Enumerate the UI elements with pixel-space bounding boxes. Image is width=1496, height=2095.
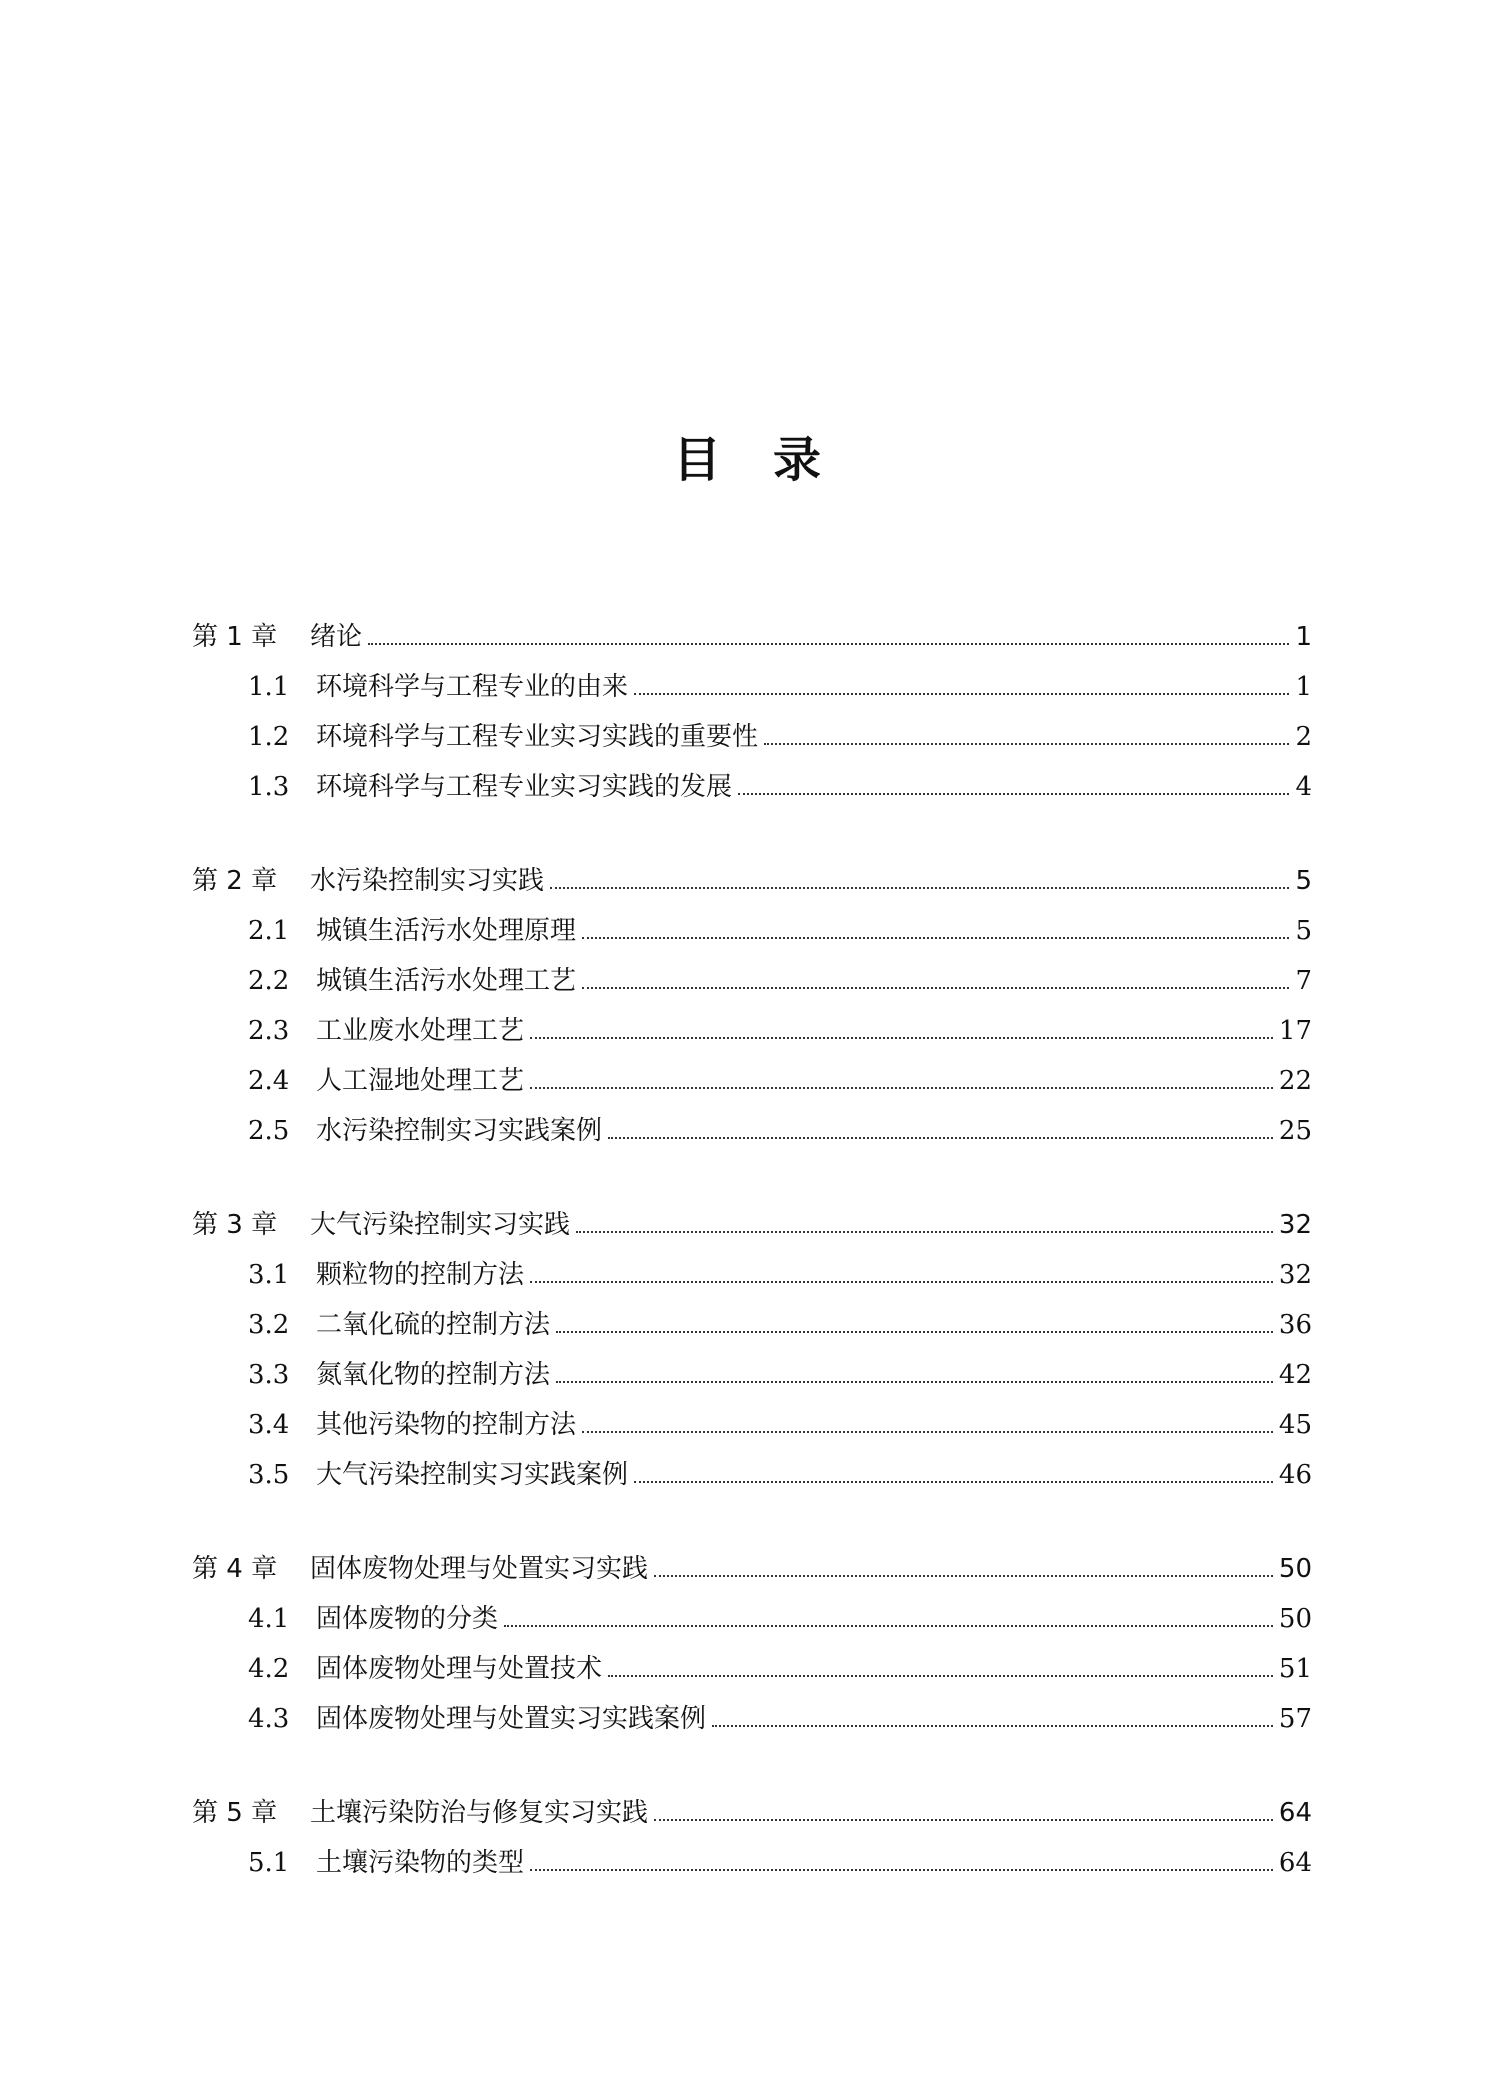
section-number: 2.3 [248, 1016, 290, 1046]
toc-section-row[interactable] [192, 1838, 1312, 1888]
chapter-2 [192, 856, 1312, 1156]
toc-chapter-row[interactable] [192, 612, 1312, 662]
page-number: 25 [1278, 1116, 1312, 1146]
page-number: 32 [1278, 1210, 1312, 1240]
dot-leader [576, 1231, 1273, 1233]
page-number: 1 [1295, 672, 1312, 702]
page-number: 46 [1278, 1460, 1312, 1490]
section-title: 大气污染控制实习实践案例 [316, 1460, 629, 1490]
chapter-3 [192, 1200, 1312, 1500]
chapter-label: 第 2 章 [192, 866, 278, 896]
toc-section-row[interactable] [192, 1594, 1312, 1644]
toc-section-row[interactable] [192, 712, 1312, 762]
section-title: 城镇生活污水处理工艺 [316, 966, 577, 996]
chapter-label: 第 1 章 [192, 622, 278, 652]
section-number: 4.2 [248, 1654, 290, 1684]
page-number: 7 [1295, 966, 1312, 996]
page-number: 57 [1278, 1704, 1312, 1734]
toc-chapter-row[interactable] [192, 1200, 1312, 1250]
dot-leader [504, 1625, 1273, 1627]
section-number: 3.1 [248, 1260, 290, 1290]
section-title: 固体废物处理与处置技术 [316, 1654, 603, 1684]
dot-leader [530, 1037, 1273, 1039]
toc-chapter-row[interactable] [192, 856, 1312, 906]
toc-section-row[interactable] [192, 1056, 1312, 1106]
page-number: 45 [1278, 1410, 1312, 1440]
dot-leader [608, 1675, 1273, 1677]
toc-section-row[interactable] [192, 1350, 1312, 1400]
section-title: 环境科学与工程专业的由来 [316, 672, 629, 702]
section-title: 二氧化硫的控制方法 [316, 1310, 551, 1340]
section-number: 2.1 [248, 916, 290, 946]
chapter-label: 第 5 章 [192, 1798, 278, 1828]
section-number: 1.3 [248, 772, 290, 802]
section-title: 土壤污染物的类型 [316, 1848, 525, 1878]
dot-leader [764, 743, 1289, 745]
toc-section-row[interactable] [192, 662, 1312, 712]
section-number: 2.5 [248, 1116, 290, 1146]
page-number: 64 [1278, 1798, 1312, 1828]
toc-section-row[interactable] [192, 956, 1312, 1006]
chapter-1 [192, 612, 1312, 812]
page-number: 5 [1295, 916, 1312, 946]
section-title: 人工湿地处理工艺 [316, 1066, 525, 1096]
section-title: 城镇生活污水处理原理 [316, 916, 577, 946]
page-number: 2 [1295, 722, 1312, 752]
page-title: 目 录 [672, 432, 823, 488]
page-number: 22 [1278, 1066, 1312, 1096]
section-number: 2.2 [248, 966, 290, 996]
page-number: 1 [1295, 622, 1312, 652]
chapter-title: 固体废物处理与处置实习实践 [310, 1554, 649, 1584]
page-number: 32 [1278, 1260, 1312, 1290]
section-number: 1.2 [248, 722, 290, 752]
chapter-title: 土壤污染防治与修复实习实践 [310, 1798, 649, 1828]
toc-section-row[interactable] [192, 1250, 1312, 1300]
chapter-label: 第 4 章 [192, 1554, 278, 1584]
dot-leader [654, 1575, 1273, 1577]
dot-leader [582, 1431, 1273, 1433]
section-number: 4.3 [248, 1704, 290, 1734]
section-title: 环境科学与工程专业实习实践的重要性 [316, 722, 759, 752]
dot-leader [738, 793, 1289, 795]
dot-leader [530, 1869, 1273, 1871]
dot-leader [654, 1819, 1273, 1821]
chapter-4 [192, 1544, 1312, 1744]
page-number: 4 [1295, 772, 1312, 802]
dot-leader [608, 1137, 1273, 1139]
dot-leader [556, 1381, 1273, 1383]
dot-leader [556, 1331, 1273, 1333]
dot-leader [530, 1087, 1273, 1089]
section-number: 3.4 [248, 1410, 290, 1440]
dot-leader [368, 643, 1289, 645]
chapter-title: 绪论 [310, 622, 363, 652]
page-number: 51 [1278, 1654, 1312, 1684]
section-title: 固体废物的分类 [316, 1604, 499, 1634]
page-number: 17 [1278, 1016, 1312, 1046]
dot-leader [550, 887, 1289, 889]
section-title: 工业废水处理工艺 [316, 1016, 525, 1046]
section-number: 5.1 [248, 1848, 290, 1878]
section-number: 4.1 [248, 1604, 290, 1634]
section-title: 其他污染物的控制方法 [316, 1410, 577, 1440]
table-of-contents [192, 612, 1312, 1932]
toc-section-row[interactable] [192, 1644, 1312, 1694]
toc-chapter-row[interactable] [192, 1544, 1312, 1594]
dot-leader [530, 1281, 1273, 1283]
toc-section-row[interactable] [192, 1300, 1312, 1350]
section-number: 3.2 [248, 1310, 290, 1340]
section-number: 3.5 [248, 1460, 290, 1490]
section-title: 颗粒物的控制方法 [316, 1260, 525, 1290]
chapter-label: 第 3 章 [192, 1210, 278, 1240]
page-number: 36 [1278, 1310, 1312, 1340]
dot-leader [634, 693, 1289, 695]
toc-section-row[interactable] [192, 906, 1312, 956]
toc-section-row[interactable] [192, 1400, 1312, 1450]
section-number: 2.4 [248, 1066, 290, 1096]
page-number: 42 [1278, 1360, 1312, 1390]
page-number: 50 [1278, 1554, 1312, 1584]
section-title: 固体废物处理与处置实习实践案例 [316, 1704, 707, 1734]
dot-leader [634, 1481, 1273, 1483]
page-number: 5 [1295, 866, 1312, 896]
page-number: 64 [1278, 1848, 1312, 1878]
chapter-title: 大气污染控制实习实践 [310, 1210, 571, 1240]
toc-section-row[interactable] [192, 762, 1312, 812]
toc-chapter-row[interactable] [192, 1788, 1312, 1838]
section-title: 水污染控制实习实践案例 [316, 1116, 603, 1146]
section-number: 1.1 [248, 672, 290, 702]
toc-section-row[interactable] [192, 1450, 1312, 1500]
section-title: 氮氧化物的控制方法 [316, 1360, 551, 1390]
toc-section-row[interactable] [192, 1694, 1312, 1744]
page-number: 50 [1278, 1604, 1312, 1634]
section-number: 3.3 [248, 1360, 290, 1390]
toc-section-row[interactable] [192, 1006, 1312, 1056]
dot-leader [582, 987, 1289, 989]
chapter-5 [192, 1788, 1312, 1888]
section-title: 环境科学与工程专业实习实践的发展 [316, 772, 733, 802]
dot-leader [712, 1725, 1273, 1727]
toc-section-row[interactable] [192, 1106, 1312, 1156]
chapter-title: 水污染控制实习实践 [310, 866, 545, 896]
dot-leader [582, 937, 1289, 939]
